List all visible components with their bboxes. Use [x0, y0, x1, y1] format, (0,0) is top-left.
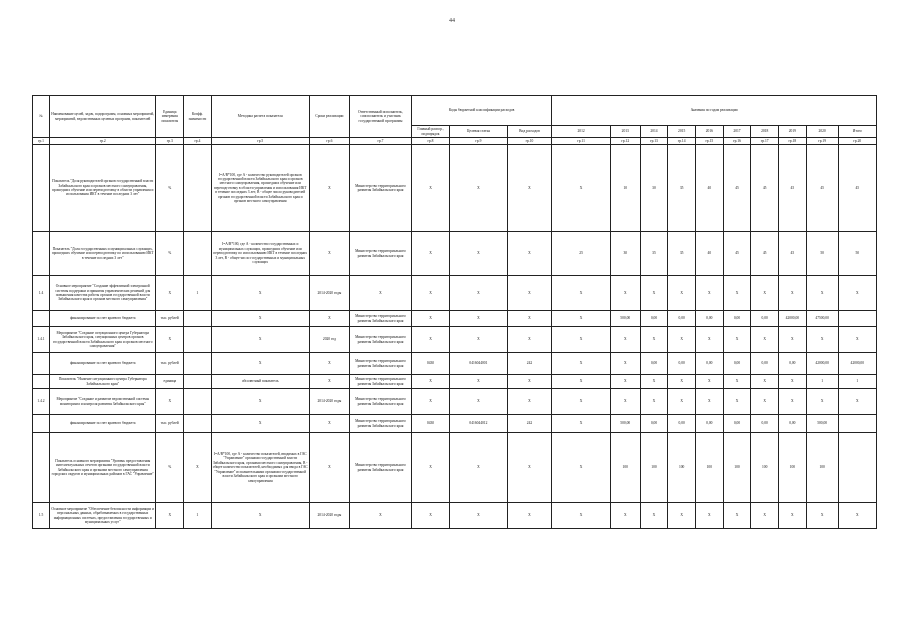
- cell-value: 500,00: [610, 415, 640, 433]
- cell-value: 500,00: [806, 415, 838, 433]
- cell-value: X: [723, 327, 751, 353]
- cell-value: 0,00: [751, 415, 779, 433]
- cell-c3: X: [507, 389, 552, 415]
- cell-value: X: [695, 503, 723, 529]
- cell-value: X: [552, 433, 611, 503]
- program-table: [32, 95, 877, 529]
- cell-unit: X: [156, 389, 184, 415]
- cell-unit: тыс. рублей: [156, 311, 184, 327]
- cell-value: X: [779, 276, 807, 311]
- cell-value: 45: [723, 145, 751, 232]
- cell-value: X: [695, 327, 723, 353]
- cell-value: X: [552, 276, 611, 311]
- cell-coef: X: [184, 433, 212, 503]
- cell-name: Основное мероприятие "Обеспечение безопасности информации и персональных данных, обрабатываемых в государственных информационных системах, предоставления государственных и муниципальных услуг": [50, 503, 156, 529]
- col-number: гр.11: [552, 138, 611, 145]
- cell-value: X: [751, 503, 779, 529]
- cell-value: 35: [640, 232, 668, 276]
- cell-num: [33, 353, 50, 375]
- cell-value: 500,00: [610, 311, 640, 327]
- cell-num: [33, 375, 50, 389]
- cell-value: 1: [838, 375, 876, 389]
- cell-unit: тыс. рублей: [156, 353, 184, 375]
- page-number: 44: [449, 18, 455, 24]
- cell-value: X: [751, 276, 779, 311]
- cell-value: 0,00: [668, 353, 696, 375]
- col-number: гр.20: [838, 138, 876, 145]
- cell-c3: X: [507, 375, 552, 389]
- cell-value: X: [610, 327, 640, 353]
- table-row: [33, 503, 877, 529]
- cell-unit: %: [156, 433, 184, 503]
- cell-value: X: [640, 375, 668, 389]
- cell-resp: Министерство территориального развития Забайкальского края: [350, 415, 412, 433]
- cell-num: 1.4: [33, 276, 50, 311]
- cell-value: [838, 311, 876, 327]
- cell-value: X: [668, 276, 696, 311]
- cell-method: X: [211, 415, 309, 433]
- cell-value: X: [751, 389, 779, 415]
- col-year: 2020: [806, 126, 838, 138]
- cell-coef: 1: [184, 503, 212, 529]
- cell-resp: X: [350, 503, 412, 529]
- cell-value: 0,00: [640, 353, 668, 375]
- col-number: гр.5: [211, 138, 309, 145]
- col-code-target: Целевая статья: [450, 126, 507, 138]
- cell-value: 45: [751, 232, 779, 276]
- col-number: гр.12: [610, 138, 640, 145]
- cell-c3: X: [507, 232, 552, 276]
- cell-value: X: [806, 327, 838, 353]
- cell-num: [33, 433, 50, 503]
- col-year: 2013: [610, 126, 640, 138]
- col-num: №: [33, 96, 50, 138]
- cell-terms: X: [309, 375, 349, 389]
- col-name: Наименование целей, задач, подпрограмм, основных мероприятий, мероприятий, ведомственных целевых программ, показателей: [50, 96, 156, 138]
- cell-c1: X: [411, 375, 449, 389]
- cell-value: 100: [668, 433, 696, 503]
- col-number: гр.1: [33, 138, 50, 145]
- cell-value: 0,00: [751, 311, 779, 327]
- cell-value: X: [695, 389, 723, 415]
- cell-num: [33, 415, 50, 433]
- cell-unit: тыс. рублей: [156, 415, 184, 433]
- col-number: гр.10: [507, 138, 552, 145]
- cell-value: 100: [806, 433, 838, 503]
- cell-value: 45: [779, 145, 807, 232]
- cell-value: 45: [779, 232, 807, 276]
- table-row: [33, 232, 877, 276]
- cell-method: I=A/B*100, где А - количество государственных и муниципальных служащих, прошедших обучение или переподготовку по использованию ИКТ в течение последних 3 лет, В - общее число государственных и муниципальных служащих: [211, 232, 309, 276]
- table-row: [33, 433, 877, 503]
- cell-c2: X: [450, 503, 507, 529]
- cell-value: 10: [610, 145, 640, 232]
- col-unit: Единица измерения показателя: [156, 96, 184, 138]
- cell-name: финансирование за счет краевого бюджета: [50, 353, 156, 375]
- table-row: [33, 311, 877, 327]
- cell-unit: X: [156, 503, 184, 529]
- cell-value: X: [838, 276, 876, 311]
- cell-resp: Министерство территориального развития Забайкальского края: [350, 327, 412, 353]
- cell-resp: Министерство территориального развития Забайкальского края: [350, 433, 412, 503]
- cell-value: 35: [668, 145, 696, 232]
- cell-value: X: [552, 375, 611, 389]
- cell-method: X: [211, 503, 309, 529]
- cell-value: 47500,00: [806, 311, 838, 327]
- cell-value: X: [552, 353, 611, 375]
- cell-value: X: [723, 389, 751, 415]
- cell-value: 100: [695, 433, 723, 503]
- cell-value: 50: [806, 232, 838, 276]
- cell-value: 0,00: [640, 311, 668, 327]
- cell-coef: [184, 311, 212, 327]
- cell-terms: X: [309, 311, 349, 327]
- cell-value: 40: [695, 145, 723, 232]
- cell-c1: X: [411, 503, 449, 529]
- cell-c3: X: [507, 145, 552, 232]
- cell-c1: X: [411, 433, 449, 503]
- cell-terms: 2014-2020 годы: [309, 276, 349, 311]
- cell-c1: X: [411, 311, 449, 327]
- cell-value: 30: [610, 232, 640, 276]
- cell-value: [838, 415, 876, 433]
- cell-value: X: [552, 311, 611, 327]
- cell-name: Показатель "Доля руководителей органов государственной власти Забайкальского края и органов местного самоуправления, прошедших обучение или переподготовку в области управления и использования ИКТ в течение последних 3 лет": [50, 145, 156, 232]
- cell-value: X: [552, 503, 611, 529]
- cell-method: X: [211, 327, 309, 353]
- col-code-main: Главный распор., подпорядок: [411, 126, 449, 138]
- cell-c3: X: [507, 503, 552, 529]
- col-number: гр.13: [640, 138, 668, 145]
- cell-value: X: [779, 327, 807, 353]
- table-row: [33, 389, 877, 415]
- cell-terms: X: [309, 353, 349, 375]
- cell-value: 0,00: [695, 415, 723, 433]
- col-resp: Ответственный исполнитель, соисполнитель и участник государственной программы: [350, 96, 412, 138]
- cell-c2: 0416044012: [450, 415, 507, 433]
- col-number: гр.2: [50, 138, 156, 145]
- cell-name: Показатель "Наличие ситуационного центра Губернатора Забайкальского края": [50, 375, 156, 389]
- cell-value: 100: [640, 433, 668, 503]
- col-year: 2014: [640, 126, 668, 138]
- cell-unit: X: [156, 276, 184, 311]
- cell-value: X: [751, 375, 779, 389]
- cell-value: 0,00: [723, 415, 751, 433]
- cell-c2: X: [450, 145, 507, 232]
- cell-coef: 1: [184, 276, 212, 311]
- col-number: гр.3: [156, 138, 184, 145]
- cell-num: 1.4.1: [33, 327, 50, 353]
- cell-value: X: [610, 353, 640, 375]
- cell-c3: X: [507, 276, 552, 311]
- cell-value: 0,00: [668, 415, 696, 433]
- cell-c1: X: [411, 389, 449, 415]
- cell-coef: [184, 145, 212, 232]
- cell-value: 30: [640, 145, 668, 232]
- cell-value: X: [640, 389, 668, 415]
- cell-num: [33, 232, 50, 276]
- cell-value: 0,00: [723, 353, 751, 375]
- cell-value: 45: [751, 145, 779, 232]
- cell-resp: Министерство территориального развития Забайкальского края: [350, 311, 412, 327]
- cell-method: X: [211, 353, 309, 375]
- cell-value: X: [838, 327, 876, 353]
- col-code-type: Вид расходов: [507, 126, 552, 138]
- cell-value: 42000,00: [806, 353, 838, 375]
- col-year: 2016: [695, 126, 723, 138]
- cell-c2: X: [450, 276, 507, 311]
- cell-value: 100: [751, 433, 779, 503]
- cell-c2: X: [450, 433, 507, 503]
- col-total: Итого: [838, 126, 876, 138]
- header-row: [33, 96, 877, 126]
- cell-terms: X: [309, 145, 349, 232]
- cell-value: X: [610, 503, 640, 529]
- col-number: гр.4: [184, 138, 212, 145]
- cell-value: 25: [552, 232, 611, 276]
- cell-value: 100: [779, 433, 807, 503]
- col-number: гр.9: [450, 138, 507, 145]
- column-numbers-row: [33, 138, 877, 145]
- cell-c2: X: [450, 327, 507, 353]
- cell-value: X: [552, 327, 611, 353]
- col-year: 2018: [751, 126, 779, 138]
- cell-value: X: [723, 276, 751, 311]
- cell-value: 0,00: [779, 353, 807, 375]
- cell-num: 1.4.2: [33, 389, 50, 415]
- cell-unit: единица: [156, 375, 184, 389]
- cell-value: 100: [610, 433, 640, 503]
- cell-c1: X: [411, 327, 449, 353]
- cell-coef: [184, 232, 212, 276]
- col-year: 2012: [552, 126, 611, 138]
- cell-terms: 2014-2020 годы: [309, 503, 349, 529]
- cell-value: X: [668, 503, 696, 529]
- cell-name: Основное мероприятие "Создание эффективной электронной системы поддержки и принятия управленческих решений для повышения качества работы органов государственной власти Забайкальского края и органов местного самоуправления": [50, 276, 156, 311]
- cell-value: X: [806, 276, 838, 311]
- col-number: гр.15: [695, 138, 723, 145]
- cell-value: 0,00: [779, 415, 807, 433]
- cell-value: X: [779, 503, 807, 529]
- cell-c2: X: [450, 232, 507, 276]
- cell-terms: X: [309, 415, 349, 433]
- cell-unit: %: [156, 232, 184, 276]
- cell-value: 45: [838, 145, 876, 232]
- col-number: гр.8: [411, 138, 449, 145]
- cell-value: X: [640, 276, 668, 311]
- table-row: [33, 415, 877, 433]
- cell-value: X: [751, 327, 779, 353]
- col-values-group: Значения по годам реализации: [552, 96, 877, 126]
- cell-value: X: [552, 145, 611, 232]
- cell-c3: 242: [507, 353, 552, 375]
- cell-num: 1.5: [33, 503, 50, 529]
- cell-method: X: [211, 311, 309, 327]
- table-row: [33, 327, 877, 353]
- cell-value: 45: [806, 145, 838, 232]
- cell-value: 0,00: [695, 311, 723, 327]
- cell-c3: X: [507, 433, 552, 503]
- cell-c2: X: [450, 375, 507, 389]
- cell-value: 42000,00: [838, 353, 876, 375]
- cell-value: X: [806, 503, 838, 529]
- col-number: гр.17: [751, 138, 779, 145]
- cell-value: [838, 433, 876, 503]
- cell-coef: [184, 415, 212, 433]
- cell-name: Мероприятие "Создание и развитие ведомственной системы мониторинга и контроля развития Забайкальского края": [50, 389, 156, 415]
- cell-value: X: [695, 375, 723, 389]
- cell-resp: X: [350, 276, 412, 311]
- cell-value: X: [668, 327, 696, 353]
- cell-c1: 0430: [411, 415, 449, 433]
- cell-value: X: [723, 503, 751, 529]
- cell-unit: X: [156, 327, 184, 353]
- cell-name: Мероприятие "Создание ситуационного центра Губернатора Забайкальского края, ситуационных центров органов государственной власти Забайкальского края и органов местного самоуправления": [50, 327, 156, 353]
- cell-terms: X: [309, 433, 349, 503]
- cell-resp: Министерство территориального развития Забайкальского края: [350, 145, 412, 232]
- cell-c2: X: [450, 389, 507, 415]
- cell-value: 0,00: [640, 415, 668, 433]
- cell-value: X: [779, 375, 807, 389]
- cell-terms: 2014-2020 годы: [309, 389, 349, 415]
- cell-name: Показатель основного мероприятия "Уровень предоставления интеллектуальных отчетов органами государственной власти Забайкальского края и органами местного самоуправления городских округов и муниципальных районов в ГАС "Управление": [50, 433, 156, 503]
- cell-terms: X: [309, 232, 349, 276]
- cell-value: X: [779, 389, 807, 415]
- col-codes-group: Коды бюджетной классификации расходов: [411, 96, 551, 126]
- cell-value: X: [695, 276, 723, 311]
- cell-value: 0,00: [695, 353, 723, 375]
- cell-value: X: [668, 375, 696, 389]
- cell-value: X: [838, 389, 876, 415]
- cell-resp: Министерство территориального развития Забайкальского края: [350, 232, 412, 276]
- cell-method: X: [211, 276, 309, 311]
- cell-c2: 0416044001: [450, 353, 507, 375]
- cell-value: X: [640, 503, 668, 529]
- cell-value: X: [806, 389, 838, 415]
- cell-resp: Министерство территориального развития Забайкальского края: [350, 375, 412, 389]
- cell-c1: X: [411, 232, 449, 276]
- col-method: Методика расчета показателя: [211, 96, 309, 138]
- cell-value: 0,00: [668, 311, 696, 327]
- col-terms: Сроки реализации: [309, 96, 349, 138]
- col-coef: Коэфф. значимости: [184, 96, 212, 138]
- cell-method: I=A/B*100, где А - количество руководителей органов государственной власти Забайкальского края и органов местного самоуправления, прошедших обучение или переподготовку в области управления и использования ИКТ в течение последних 3 лет, В - общее число руководителей органов государственной власти Забайкальского края и органов местного самоуправления: [211, 145, 309, 232]
- cell-c1: 0430: [411, 353, 449, 375]
- cell-coef: [184, 389, 212, 415]
- table-row: [33, 276, 877, 311]
- cell-value: X: [723, 375, 751, 389]
- cell-method: абсолютный показатель: [211, 375, 309, 389]
- cell-c1: X: [411, 276, 449, 311]
- col-year: 2019: [779, 126, 807, 138]
- cell-value: X: [610, 375, 640, 389]
- cell-coef: [184, 353, 212, 375]
- cell-value: 50: [838, 232, 876, 276]
- cell-name: Показатель "Доля государственных и муниципальных служащих, прошедших обучение или переподготовку по использованию ИКТ в течение последних 3 лет": [50, 232, 156, 276]
- col-number: гр.18: [779, 138, 807, 145]
- cell-resp: Министерство территориального развития Забайкальского края: [350, 353, 412, 375]
- cell-unit: %: [156, 145, 184, 232]
- table-row: [33, 353, 877, 375]
- cell-value: 40: [695, 232, 723, 276]
- col-number: гр.16: [723, 138, 751, 145]
- cell-value: X: [668, 389, 696, 415]
- cell-method: X: [211, 389, 309, 415]
- cell-c1: X: [411, 145, 449, 232]
- cell-value: X: [610, 276, 640, 311]
- cell-c3: 242: [507, 415, 552, 433]
- cell-coef: [184, 375, 212, 389]
- table-row: [33, 375, 877, 389]
- col-year: 2017: [723, 126, 751, 138]
- cell-value: X: [640, 327, 668, 353]
- cell-value: 1: [806, 375, 838, 389]
- cell-value: 35: [668, 232, 696, 276]
- cell-value: X: [838, 503, 876, 529]
- cell-value: 45: [723, 232, 751, 276]
- cell-c3: X: [507, 311, 552, 327]
- cell-name: финансирование за счет краевого бюджета: [50, 415, 156, 433]
- table-row: [33, 145, 877, 232]
- cell-value: 100: [723, 433, 751, 503]
- cell-terms: 2020 год: [309, 327, 349, 353]
- cell-value: X: [552, 415, 611, 433]
- col-year: 2015: [668, 126, 696, 138]
- cell-value: 42000,00: [779, 311, 807, 327]
- col-number: гр.7: [350, 138, 412, 145]
- col-number: гр.6: [309, 138, 349, 145]
- col-number: гр.19: [806, 138, 838, 145]
- cell-method: I=A/B*100, где А - количество показателей, вводимых в ГАС "Управление" органами государственной власти Забайкальского края, органами местного самоуправления, В - общее количество показателей, необходимых для ввода в ГАС "Управление" исполнительными органами государственной власти Забайкальского края и органами местного самоуправления: [211, 433, 309, 503]
- cell-value: X: [610, 389, 640, 415]
- cell-c2: X: [450, 311, 507, 327]
- cell-value: 0,00: [751, 353, 779, 375]
- cell-value: 0,00: [723, 311, 751, 327]
- cell-num: [33, 145, 50, 232]
- cell-value: X: [552, 389, 611, 415]
- col-number: гр.14: [668, 138, 696, 145]
- cell-coef: [184, 327, 212, 353]
- cell-num: [33, 311, 50, 327]
- cell-resp: Министерство территориального развития Забайкальского края: [350, 389, 412, 415]
- cell-name: финансирование за счет краевого бюджета: [50, 311, 156, 327]
- cell-c3: X: [507, 327, 552, 353]
